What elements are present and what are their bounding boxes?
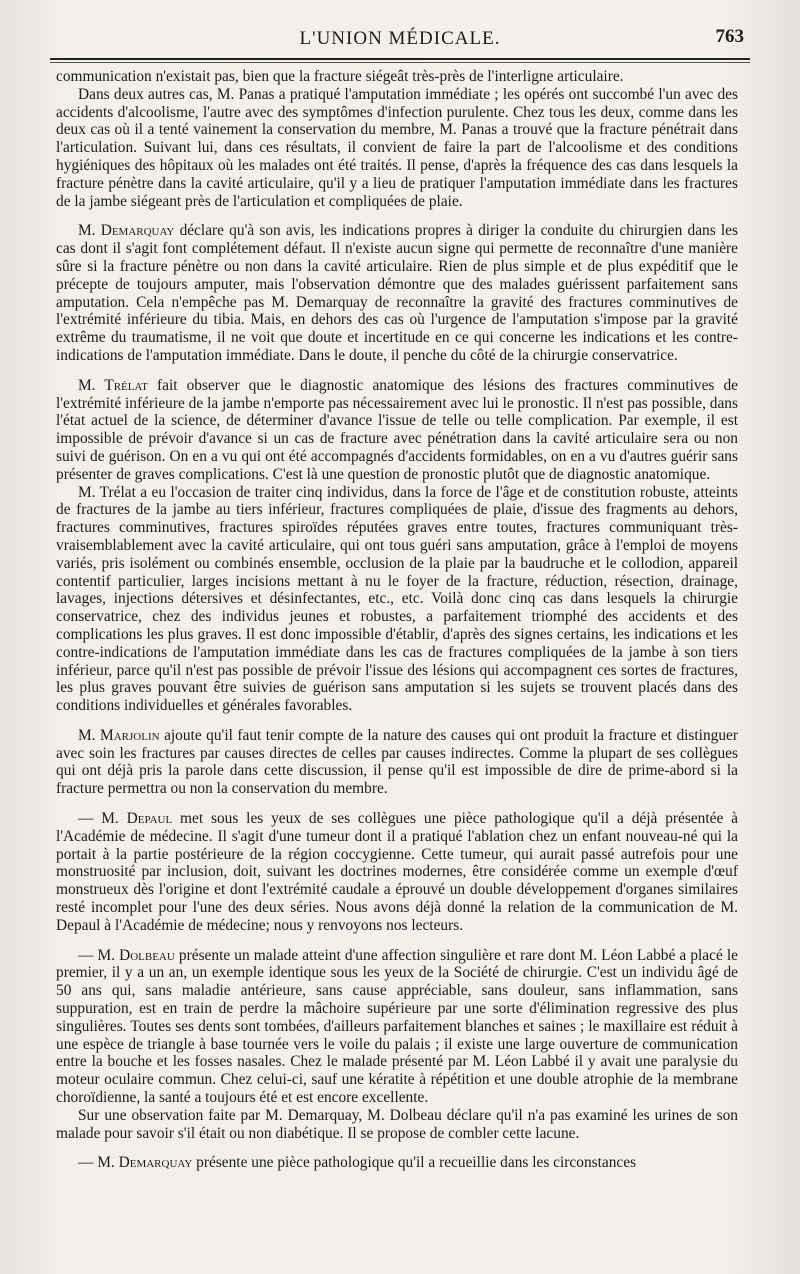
- paragraph: [56, 86, 738, 211]
- header-rule-thin: [50, 62, 750, 63]
- paragraph: [56, 377, 738, 484]
- paragraph-text: présente une pièce pathologique qu'il a recueillie dans les circonstances: [192, 1154, 637, 1172]
- paragraph: [56, 222, 738, 364]
- page-number: 763: [715, 26, 744, 47]
- paragraph-text: Sur une observation faite par M. Demarquay, M. Dolbeau déclare qu'il n'a pas examiné les urines de son malade pour savoir s'il était ou non diabétique. Il se propose de combler cette lacune.: [56, 1106, 738, 1142]
- page-header: [50, 24, 750, 54]
- paragraph-text: fait observer que le diagnostic anatomique des lésions des fractures comminutives de l'extrémité inférieure de la jambe n'emporte pas nécessairement avec lui le pronostic. Il n'est pas possible, dans l'état actuel de la science, de déterminer d'avance l'issue de telle ou telle complication. Par exemple, il est impossible de prévoir d'avance si un cas de fracture avec pénétration dans la cavité articulaire sera ou non suivi de guérison. On en a vu qui ont été accompagnés d'accidents formidables, on en a vu d'autres guérir sans présenter de graves complications. C'est là une question de pronostic plutôt que de diagnostic anatomique.: [56, 376, 738, 483]
- speaker-name: M. Marjolin: [78, 726, 160, 744]
- paragraph-text: communication n'existait pas, bien que la fracture siégeât très-près de l'interligne articulaire.: [56, 68, 624, 85]
- speaker-name: — M. Demarquay: [78, 1154, 193, 1172]
- paragraph: [56, 947, 738, 1107]
- paragraph: [56, 727, 738, 798]
- header-rule: [50, 58, 750, 60]
- paragraph-text: présente un malade atteint d'une affection singulière et rare dont M. Léon Labbé a placé le premier, il y a un an, un exemple identique sous les yeux de la Société de chirurgie. C'est un individu âgé de 50 ans qui, sans maladie antérieure, sans cause appréciable, sans douleur, sans inflammation, sans suppuration, est en train de perdre la mâchoire supérieure par une sorte d'élimination regressive des plus singulières. Toutes ses dents sont tombées, d'ailleurs parfaitement blanches et saines ; le maxillaire est réduit à une espèce de triangle à base tournée vers le voile du palais ; il existe une large ouverture de communication entre la bouche et les fosses nasales. Chez le malade présenté par M. Léon Labbé il y avait une paralysie du moteur oculaire commun. Chez celui-ci, sauf une kératite à répétition et une double atrophie de la membrane choroïdienne, la santé a toujours été et est encore excellente.: [56, 946, 738, 1107]
- speaker-name: — M. Dolbeau: [78, 946, 175, 964]
- paragraph-text: M. Trélat a eu l'occasion de traiter cinq individus, dans la force de l'âge et de constitution robuste, atteints de fractures de la jambe au tiers inférieur, fractures compliquées de plaie, d'issue des fragments au dehors, fractures comminutives, fractures spiroïdes réputées graves entre toutes, fractures communiquant très-vraisemblablement avec la cavité articulaire, qui ont tous guéri sans amputation, grâce à l'emploi de moyens variés, pris isolément ou combinés ensemble, occlusion de la plaie par la baudruche et le collodion, appareil contentif particulier, larges incisions mettant à nu le foyer de la fracture, réduction, résection, drainage, lavages, injections détersives et désinfectantes, etc., etc. Voilà donc cinq cas dans lesquels la chirurgie conservatrice, chez des individus jeunes et robustes, a parfaitement triomphé des accidents et des complications les plus graves. Il est donc impossible d'établir, d'après des signes certains, les indications et les contre-indications de l'amputation immédiate dans les cas de fractures compliquées de la jambe à son tiers inférieur, parce qu'il n'est pas possible de prévoir l'issue des lésions qui accompagnent ces sortes de fractures, les plus graves pouvant être suivies de guérison sans amputation si les sujets se trouvent placés dans des conditions individuelles et générales favorables.: [56, 483, 738, 715]
- paragraph: [56, 484, 738, 715]
- paragraph: [56, 68, 738, 86]
- paragraph-text: ajoute qu'il faut tenir compte de la nature des causes qui ont produit la fracture et distinguer avec soin les fractures par causes directes de celles par causes indirectes. Comme la plupart de ses collègues qui ont déjà pris la parole dans cette discussion, il pense qu'il est impossible de dire de prime-abord si la fracture permettra ou non la conservation du membre.: [56, 726, 738, 798]
- paragraph-text: met sous les yeux de ses collègues une pièce pathologique qu'il a déjà présentée à l'Académie de médecine. Il s'agit d'une tumeur dont il a pratiqué l'ablation chez un enfant nouveau-né qui la portait à la partie postérieure de la région coccygienne. Cette tumeur, qui aurait passé autrefois pour une monstruosité par inclusion, doit, suivant les doctrines modernes, être considérée comme un exemple d'œuf monstrueux dès l'origine et dont l'extrémité caudale a éprouvé un double développement d'organes similaires resté incomplet pour l'une des deux séries. Nous avons déjà donné la relation de la communication de M. Depaul à l'Académie de médecine; nous y renvoyons nos lecteurs.: [56, 810, 738, 934]
- speaker-name: M. Trélat: [78, 376, 148, 394]
- running-head: L'UNION MÉDICALE.: [299, 28, 501, 49]
- article-body: [56, 68, 738, 1172]
- paragraph-text: déclare qu'à son avis, les indications propres à diriger la conduite du chirurgien dans les cas dont il s'agit font complétement défaut. Il n'existe aucun signe qui permette de reconnaître d'une manière sûre si la fracture pénètre ou non dans la cavité articulaire. Rien de plus simple et de plus expéditif que le précepte de toujours amputer, mais l'observation démontre que des malades guérissent parfaitement sans amputation. Cela n'empêche pas M. Demarquay de reconnaître la gravité des fractures comminutives de l'extrémité inférieure du tibia. Mais, en dehors des cas où l'urgence de l'amputation s'impose par la gravité extrême du traumatisme, il ne voit que doute et incertitude en ce qui concerne les indications et les contre-indications de l'amputation immédiate. Dans le doute, il penche du côté de la chirurgie conservatrice.: [56, 222, 738, 364]
- paragraph: [56, 1107, 738, 1143]
- paragraph: [56, 1154, 738, 1172]
- speaker-name: — M. Depaul: [78, 810, 173, 828]
- paragraph: [56, 810, 738, 935]
- speaker-name: M. Demarquay: [78, 222, 175, 240]
- paragraph-text: Dans deux autres cas, M. Panas a pratiqué l'amputation immédiate ; les opérés ont succombé l'un avec des accidents d'alcoolisme, l'autre avec des symptômes d'infection purulente. Chez tous les deux, comme dans les deux cas où il a tenté vainement la conservation du membre, M. Panas a trouvé que la fracture pénétrait dans l'articulation. Suivant lui, dans ces résultats, il convient de faire la part de l'alcoolisme et des conditions hygiéniques des hôpitaux où les malades ont été traités. Il pense, d'après la fréquence des cas dans lesquels la fracture pénètre dans la cavité articulaire, qu'il y a lieu de pratiquer l'amputation immédiate dans les fractures de la jambe siégeant près de l'articulation et compliquées de plaie.: [56, 85, 738, 210]
